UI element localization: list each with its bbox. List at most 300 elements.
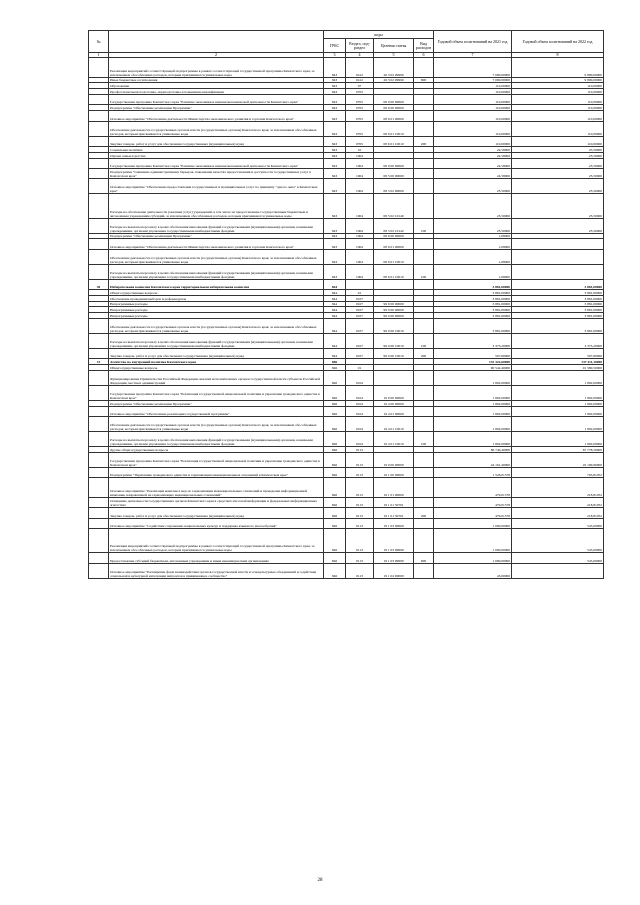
row-rz: 0113 [346, 508, 374, 518]
row-number [89, 478, 109, 498]
row-amount-2022: 87 778,50000 [512, 447, 604, 453]
table-row [89, 518, 604, 528]
row-number [89, 218, 109, 233]
row-name: Непрограммные расходы [109, 313, 324, 319]
col-vr-header: Вид расходов [414, 39, 434, 53]
row-cs: 19 4 01 10010 [374, 432, 414, 447]
table-row [89, 386, 604, 401]
row-name: Охрана семьи и детства [109, 152, 324, 158]
row-number [89, 94, 109, 104]
row-amount-2022: 110,00000 [512, 89, 604, 95]
row-amount-2022 [512, 249, 604, 264]
row-cs: 08 6 00 00000 [374, 233, 414, 239]
row-rz: 10 [346, 146, 374, 152]
row-amount-2022: 3 881,00000 [512, 295, 604, 301]
row-name: Непрограммные расходы [109, 307, 324, 313]
row-number [89, 239, 109, 249]
row-name: Основное мероприятие "Содействие сохранению национальных культур и поддержка языкового многообразия" [109, 518, 324, 528]
row-vr [414, 58, 434, 78]
row-name: Основное мероприятие "Обеспечение предоставления государственных и муниципальных услуг по принципу "одного окна" в Камчатском крае" [109, 179, 324, 194]
row-name: Обеспечение деятельности государственных органов власти (государственных органов) Камчатского края, за исключением обособленных расходов, которым присваиваются уникальные коды [109, 417, 324, 432]
row-grbs: 843 [324, 89, 346, 95]
row-amount-2022: 3 881,00000 [512, 313, 604, 319]
row-vr: 100 [414, 264, 434, 279]
row-vr: 200 [414, 136, 434, 146]
row-amount-2022: 9 800,00000 [512, 77, 604, 83]
row-amount-2021: 3 881,00000 [434, 319, 512, 334]
table-row [89, 406, 604, 416]
row-vr [414, 279, 434, 289]
table-row [89, 349, 604, 359]
row-name: Закупка товаров, работ и услуг для обеспечения государственных (муниципальных) нужд [109, 136, 324, 146]
row-rz: 0104 [346, 417, 374, 432]
row-rz: 0113 [346, 498, 374, 508]
row-vr [414, 563, 434, 578]
table-row [89, 264, 604, 279]
row-vr [414, 417, 434, 432]
row-amount-2022: 3 881,00000 [512, 319, 604, 334]
row-grbs: 846 [324, 498, 346, 508]
row-cs: 19 4 01 00000 [374, 406, 414, 416]
row-cs: 19 0 00 00000 [374, 453, 414, 468]
row-grbs: 843 [324, 152, 346, 158]
row-rz: 0107 [346, 334, 374, 349]
row-amount-2021: 1 000,00000 [434, 529, 512, 553]
row-cs: 19 1 01 00000 [374, 478, 414, 498]
row-amount-2022: 9 800,00000 [512, 58, 604, 78]
row-vr: 100 [414, 432, 434, 447]
row-rz: 1004 [346, 233, 374, 239]
row-amount-2021: 24,58000 [434, 152, 512, 158]
row-vr [414, 249, 434, 264]
row-rz: 0104 [346, 432, 374, 447]
row-name: Непрограммные расходы [109, 301, 324, 307]
row-amount-2021: 44 161,40000 [434, 453, 512, 468]
row-name: Основное мероприятие "Обеспечение реализации государственной программы" [109, 406, 324, 416]
row-amount-2021: 3 881,00000 [434, 301, 512, 307]
row-name: Государственная программа Камчатского края "Развитие экономики и внешнеэкономической деятельности Камчатского края" [109, 94, 324, 104]
row-grbs: 846 [324, 453, 346, 468]
row-amount-2022: 137 411,10000 [512, 359, 604, 365]
row-rz: 1004 [346, 168, 374, 178]
row-amount-2022: 3 881,00000 [512, 307, 604, 313]
row-grbs: 846 [324, 447, 346, 453]
row-number [89, 319, 109, 334]
row-grbs: 843 [324, 218, 346, 233]
row-name: Основное мероприятие "Расширение форм взаимодействия органов государственной власти и этнокультурных объединений и содействие социальной и культурной интеграции мигрантов в принимающее сообщество" [109, 563, 324, 578]
row-rz: 0107 [346, 295, 374, 301]
row-amount-2021: 1 526,01578 [434, 468, 512, 478]
row-rz: 0705 [346, 111, 374, 121]
column-index: 6 [414, 53, 434, 58]
row-amount-2021: 132 322,60000 [434, 359, 512, 365]
row-number: 31 [89, 359, 109, 365]
row-amount-2022: 1 802,00000 [512, 401, 604, 407]
row-rz: 0104 [346, 401, 374, 407]
row-cs: 99 0 00 10010 [374, 319, 414, 334]
row-rz: 0104 [346, 406, 374, 416]
row-cs: 19 4 00 00000 [374, 401, 414, 407]
table-row [89, 334, 604, 349]
row-grbs: 844 [324, 349, 346, 359]
row-rz: 1004 [346, 152, 374, 158]
row-number [89, 563, 109, 578]
row-name: Обеспечение деятельности государственных органов власти (государственных органов) Камчатского края, за исключением обособленных расходов, которым присваиваются уникальные коды [109, 319, 324, 334]
table-row [89, 371, 604, 386]
row-amount-2022: 1 802,00000 [512, 406, 604, 416]
row-rz: 0107 [346, 313, 374, 319]
row-cs: 08 5 02 10140 [374, 194, 414, 218]
column-index: 5 [374, 53, 414, 58]
row-cs: 19 0 00 00000 [374, 386, 414, 401]
row-amount-2021: 1 000,00000 [434, 553, 512, 563]
row-grbs: 844 [324, 307, 346, 313]
row-grbs: 843 [324, 233, 346, 239]
row-cs: 19 4 01 10010 [374, 417, 414, 432]
row-grbs: 846 [324, 468, 346, 478]
row-grbs: 843 [324, 83, 346, 89]
row-grbs: 844 [324, 290, 346, 296]
row-amount-2022 [512, 563, 604, 578]
row-cs: 19 1 04 00000 [374, 563, 414, 578]
row-cs: 19 1 01 50701 [374, 498, 414, 508]
row-amount-2021: 7 000,00000 [434, 77, 512, 83]
row-amount-2021: 1 802,00000 [434, 406, 512, 416]
row-amount-2022: 1 802,00000 [512, 417, 604, 432]
row-number [89, 249, 109, 264]
row-amount-2021: 23,50000 [434, 218, 512, 233]
row-vr [414, 386, 434, 401]
row-name: Функционирование Правительства Российской Федерации, высших исполнительных органов государственной власти субъектов Российской Федерации, местных администраций [109, 371, 324, 386]
row-number [89, 406, 109, 416]
row-amount-2022: 3 881,00000 [512, 279, 604, 289]
row-number [89, 334, 109, 349]
row-rz: 1004 [346, 158, 374, 168]
row-vr: 800 [414, 77, 434, 83]
column-index: 8 [512, 53, 604, 58]
row-number [89, 529, 109, 553]
row-number [89, 179, 109, 194]
row-name: Реализация мероприятий соответствующей подпрограммы в рамках соответствующей государственной программы Камчатского края, за исключением обособленных расходов, которым присваиваются уникальные коды [109, 58, 324, 78]
row-name: Основное мероприятие "Реализация комплекса мер по гармонизации межнациональных отношений и проведение информационной кампании, направленной на гармонизацию межнациональных отношений" [109, 478, 324, 498]
row-amount-2021: 23,50000 [434, 194, 512, 218]
table-row [89, 563, 604, 578]
row-grbs: 846 [324, 432, 346, 447]
row-rz: 01 [346, 365, 374, 371]
row-name: Другие общегосударственные вопросы [109, 447, 324, 453]
row-amount-2022 [512, 264, 604, 279]
row-amount-2021: 1 000,00000 [434, 518, 512, 528]
row-rz: 0107 [346, 349, 374, 359]
row-rz: 0705 [346, 105, 374, 111]
row-number [89, 518, 109, 528]
table-row [89, 168, 604, 178]
row-amount-2021: 1,08000 [434, 239, 512, 249]
row-vr [414, 498, 434, 508]
column-index: 2 [109, 53, 324, 58]
row-cs: 99 0 00 00000 [374, 301, 414, 307]
row-rz: 01 [346, 290, 374, 296]
row-amount-2021: 3 881,00000 [434, 313, 512, 319]
row-amount-2021: 3 881,00000 [434, 290, 512, 296]
row-name: Основное мероприятие "Обеспечение деятельности Министерства экономического развития и торговли Камчатского края" [109, 111, 324, 121]
row-rz: 1004 [346, 194, 374, 218]
row-number [89, 498, 109, 508]
row-name: Государственная программа Камчатского края "Реализация государственной национальной политики и укрепление гражданского единства в Камчатском крае" [109, 453, 324, 468]
row-vr [414, 239, 434, 249]
row-number [89, 58, 109, 78]
row-name: Подпрограмма "Укрепление гражданского единства и гармонизация межнациональных отношений в Камчатском крае" [109, 468, 324, 478]
row-cs: 19 1 03 09990 [374, 529, 414, 553]
row-number [89, 349, 109, 359]
row-grbs: 843 [324, 105, 346, 111]
row-amount-2022: 1 802,00000 [512, 432, 604, 447]
row-rz: 0113 [346, 563, 374, 578]
row-grbs: 843 [324, 249, 346, 264]
row-cs: 99 0 00 10010 [374, 349, 414, 359]
row-grbs: 843 [324, 168, 346, 178]
row-name: Общегосударственные вопросы [109, 365, 324, 371]
row-vr [414, 158, 434, 168]
row-amount-2021: 7 000,00000 [434, 58, 512, 78]
table-row [89, 239, 604, 249]
row-cs: 99 0 00 10010 [374, 334, 414, 349]
row-cs: 19 1 03 09990 [374, 553, 414, 563]
table-row [89, 453, 604, 468]
row-cs: 26 3 02 09990 [374, 58, 414, 78]
row-cs: 08 6 01 10010 [374, 136, 414, 146]
row-number [89, 264, 109, 279]
row-rz: 0104 [346, 371, 374, 386]
row-amount-2022: 45 199,90000 [512, 453, 604, 468]
table-row [89, 158, 604, 168]
row-rz: 0113 [346, 478, 374, 498]
row-amount-2021: 43,00000 [434, 563, 512, 578]
row-vr: 100 [414, 334, 434, 349]
table-row [89, 111, 604, 121]
row-grbs: 846 [324, 553, 346, 563]
row-grbs: 843 [324, 58, 346, 78]
row-amount-2021: 23,50000 [434, 179, 512, 194]
row-rz: 0113 [346, 518, 374, 528]
row-number [89, 468, 109, 478]
row-name: Обеспечение проведения выборов и референдумов [109, 295, 324, 301]
table-row [89, 478, 604, 498]
row-vr [414, 478, 434, 498]
row-grbs: 846 [324, 529, 346, 553]
row-rz: 1004 [346, 179, 374, 194]
table-row [89, 468, 604, 478]
row-name: Расходы на выплаты персоналу в целях обеспечения выполнения функций государственными (муниципальными) органами, казенными учреждениями, органами управления государственными внебюджетными фондами [109, 432, 324, 447]
row-name: Обеспечение деятельности государственных органов власти (государственных органов) Камчатского края, за исключением обособленных расходов, которым присваиваются уникальные коды [109, 249, 324, 264]
row-cs: 08 6 01 10010 [374, 121, 414, 136]
table-row [89, 121, 604, 136]
row-number: 30 [89, 279, 109, 289]
row-amount-2021: 3 881,00000 [434, 295, 512, 301]
row-amount-2022: 545,00000 [512, 529, 604, 553]
row-name: Предоставление субсидий бюджетным, автономным учреждениям и иным некоммерческим организациям [109, 553, 324, 563]
row-vr [414, 94, 434, 104]
row-grbs: 846 [324, 508, 346, 518]
row-amount-2021: 3 881,00000 [434, 307, 512, 313]
row-name: Подпрограмма "Обеспечение реализации Программы" [109, 233, 324, 239]
row-rz: 0113 [346, 468, 374, 478]
row-rz: 0705 [346, 121, 374, 136]
row-amount-2022: 23,50000 [512, 218, 604, 233]
table-row [89, 529, 604, 553]
row-amount-2022: 23,50000 [512, 194, 604, 218]
row-amount-2022: 91 580,50000 [512, 365, 604, 371]
row-rz: 1004 [346, 249, 374, 264]
row-name: Иные бюджетные ассигнования [109, 77, 324, 83]
row-rz: 0412 [346, 58, 374, 78]
row-amount-2021: 1 802,00000 [434, 386, 512, 401]
row-name: Государственная программа Камчатского края "Реализация государственной национальной политики и укрепление гражданского единства в Камчатском крае" [109, 386, 324, 401]
row-rz: 0705 [346, 89, 374, 95]
row-grbs: 843 [324, 158, 346, 168]
row-number [89, 121, 109, 136]
row-grbs: 846 [324, 365, 346, 371]
row-amount-2022 [512, 239, 604, 249]
row-number [89, 553, 109, 563]
row-grbs: 843 [324, 146, 346, 152]
row-amount-2021: 24,58000 [434, 168, 512, 178]
row-cs: 08 5 00 00000 [374, 168, 414, 178]
row-cs: 08 5 02 00000 [374, 179, 414, 194]
row-number [89, 168, 109, 178]
row-grbs: 843 [324, 111, 346, 121]
row-amount-2021: 1 802,00000 [434, 371, 512, 386]
row-name: Закупка товаров, работ и услуг для обеспечения государственных (муниципальных) нужд [109, 349, 324, 359]
row-amount-2021: 86 740,40000 [434, 447, 512, 453]
row-cs [374, 279, 414, 289]
row-name: Закупка товаров, работ и услуг для обеспечения государственных (муниципальных) нужд [109, 508, 324, 518]
row-amount-2021: 1,08000 [434, 249, 512, 264]
row-number [89, 432, 109, 447]
row-amount-2022: 110,00000 [512, 94, 604, 104]
row-vr: 100 [414, 218, 434, 233]
row-number [89, 508, 109, 518]
row-number [89, 371, 109, 386]
row-rz: 1004 [346, 218, 374, 233]
table-row [89, 417, 604, 432]
row-amount-2021: 90 542,40000 [434, 365, 512, 371]
row-rz: 0107 [346, 319, 374, 334]
row-vr [414, 468, 434, 478]
row-amount-2022: 110,00000 [512, 105, 604, 111]
row-number [89, 417, 109, 432]
row-vr [414, 121, 434, 136]
row-number [89, 194, 109, 218]
row-amount-2021: 3 373,20000 [434, 334, 512, 349]
row-cs: 08 5 02 10142 [374, 218, 414, 233]
col-grbs-header: ГРБС [324, 39, 346, 53]
row-grbs: 844 [324, 301, 346, 307]
col-2021-header: Годовой объем ассигнований на 2021 год [434, 31, 512, 53]
row-amount-2022: 110,00000 [512, 121, 604, 136]
row-name: Социальная политика [109, 146, 324, 152]
row-amount-2022: 23,50000 [512, 146, 604, 152]
row-cs: 19 1 03 00000 [374, 518, 414, 528]
row-amount-2021: 110,00000 [434, 111, 512, 121]
row-number [89, 136, 109, 146]
table-row [89, 218, 604, 233]
row-rz: 1004 [346, 239, 374, 249]
row-number [89, 111, 109, 121]
row-name: Освещение деятельности государственных органов Камчатского края в средствах массовой информации и федеральных информационных агентствах [109, 498, 324, 508]
row-cs: 19 1 00 00000 [374, 468, 414, 478]
row-grbs: 843 [324, 94, 346, 104]
table-row [89, 279, 604, 289]
row-grbs: 846 [324, 518, 346, 528]
table-header [89, 31, 604, 58]
row-amount-2021: 507,80000 [434, 349, 512, 359]
row-amount-2021: 1,08000 [434, 233, 512, 239]
col-cs-header: Целевая статья [374, 39, 414, 53]
row-rz: 0107 [346, 307, 374, 313]
row-amount-2021: 3 881,00000 [434, 279, 512, 289]
row-amount-2022: 218,81052 [512, 478, 604, 498]
page-number: 28 [317, 878, 323, 883]
column-index: 4 [346, 53, 374, 58]
row-grbs: 846 [324, 406, 346, 416]
row-cs [374, 371, 414, 386]
row-amount-2021: 479,01578 [434, 478, 512, 498]
row-vr [414, 194, 434, 218]
row-grbs: 844 [324, 313, 346, 319]
row-cs: 99 0 00 00000 [374, 307, 414, 313]
row-cs: 08 6 00 00000 [374, 105, 414, 111]
table-row [89, 58, 604, 78]
row-amount-2022: 218,81052 [512, 508, 604, 518]
table-row [89, 553, 604, 563]
row-vr: 200 [414, 349, 434, 359]
row-rz: 0705 [346, 94, 374, 104]
row-name: Обеспечение деятельности государственных органов власти (государственных органов) Камчатского края, за исключением обособленных расходов, которым присваиваются уникальные коды [109, 121, 324, 136]
row-cs: 26 3 02 09990 [374, 77, 414, 83]
row-rz: 0104 [346, 386, 374, 401]
row-grbs: 843 [324, 264, 346, 279]
row-amount-2022: 110,00000 [512, 111, 604, 121]
row-amount-2022: 23,50000 [512, 168, 604, 178]
row-amount-2022: 23,50000 [512, 158, 604, 168]
table-row [89, 136, 604, 146]
table-row [89, 179, 604, 194]
row-grbs: 846 [324, 478, 346, 498]
row-grbs: 843 [324, 77, 346, 83]
row-amount-2021: 110,00000 [434, 94, 512, 104]
row-name: Профессиональная подготовка, переподготовка и повышение квалификации [109, 89, 324, 95]
row-number [89, 158, 109, 168]
row-rz: 07 [346, 83, 374, 89]
row-cs: 08 0 00 00000 [374, 158, 414, 168]
row-amount-2021: 110,00000 [434, 105, 512, 111]
row-vr [414, 406, 434, 416]
column-index: 1 [89, 53, 109, 58]
row-grbs: 844 [324, 279, 346, 289]
row-name: Реализация мероприятий соответствующей подпрограммы в рамках соответствующей государственной программы Камчатского края, за исключением обособленных расходов, которым присваиваются уникальные коды [109, 529, 324, 553]
row-grbs: 843 [324, 194, 346, 218]
row-rz: 1004 [346, 264, 374, 279]
row-amount-2021: 110,00000 [434, 89, 512, 95]
row-amount-2022: 23,50000 [512, 179, 604, 194]
row-cs: 08 0 00 00000 [374, 94, 414, 104]
row-amount-2021: 479,01578 [434, 508, 512, 518]
row-name: Подпрограмма "Снижение административных барьеров, повышение качества предоставления и доступности государственных услуг в Камчатском крае" [109, 168, 324, 178]
row-vr [414, 168, 434, 178]
row-amount-2022: 23,50000 [512, 152, 604, 158]
row-cs: 08 6 01 10010 [374, 264, 414, 279]
